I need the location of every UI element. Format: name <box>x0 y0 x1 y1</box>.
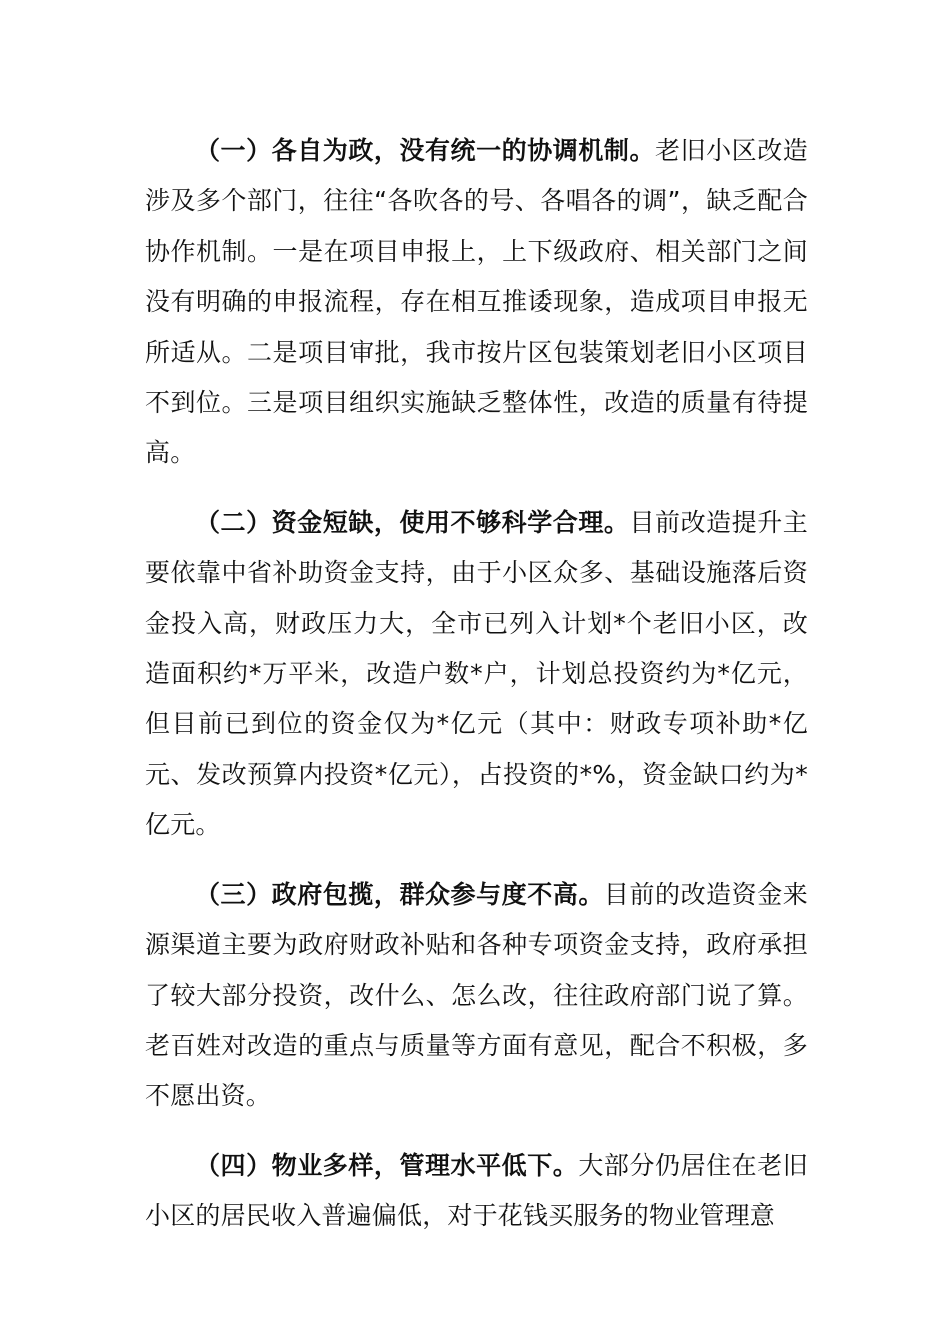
paragraph-4-body: 大部分仍居住在老旧小区的居民收入普遍偏低，对于花钱买服务的物业管理意 <box>145 1150 808 1231</box>
paragraph-1 <box>145 126 808 479</box>
paragraph-2 <box>145 498 808 851</box>
paragraph-1-body: 老旧小区改造涉及多个部门，往往“各吹各的号、各唱各的调”，缺乏配合协作机制。一是在项目申报上，上下级政府、相关部门之间没有明确的申报流程，存在相互推诿现象，造成项目申报无所适从。二是项目审批，我市按片区包装策划老旧小区项目不到位。三是项目组织实施缺乏整体性，改造的质量有待提高。 <box>145 136 808 468</box>
paragraph-1-heading: （一）各自为政，没有统一的协调机制。 <box>195 136 656 165</box>
document-body <box>145 126 808 1261</box>
paragraph-4-heading: （四）物业多样，管理水平低下。 <box>195 1150 579 1180</box>
paragraph-3 <box>145 870 808 1122</box>
paragraph-4 <box>145 1141 808 1242</box>
paragraph-3-heading: （三）政府包揽，群众参与度不高。 <box>195 879 604 909</box>
paragraph-2-heading: （二）资金短缺，使用不够科学合理。 <box>195 507 630 537</box>
paragraph-2-body: 目前改造提升主要依靠中省补助资金支持，由于小区众多、基础设施落后资金投入高，财政压力大，全市已列入计划*个老旧小区，改造面积约*万平米，改造户数*户，计划总投资约为*亿元，但目前已到位的资金仅为*亿元（其中：财政专项补助*亿元、发改预算内投资*亿元），占投资的*%，资金缺口约为*亿元。 <box>145 507 808 840</box>
paragraph-3-body: 目前的改造资金来源渠道主要为政府财政补贴和各种专项资金支持，政府承担了较大部分投资，改什么、怎么改，往往政府部门说了算。老百姓对改造的重点与质量等方面有意见，配合不积极，多不愿出资。 <box>145 879 808 1111</box>
